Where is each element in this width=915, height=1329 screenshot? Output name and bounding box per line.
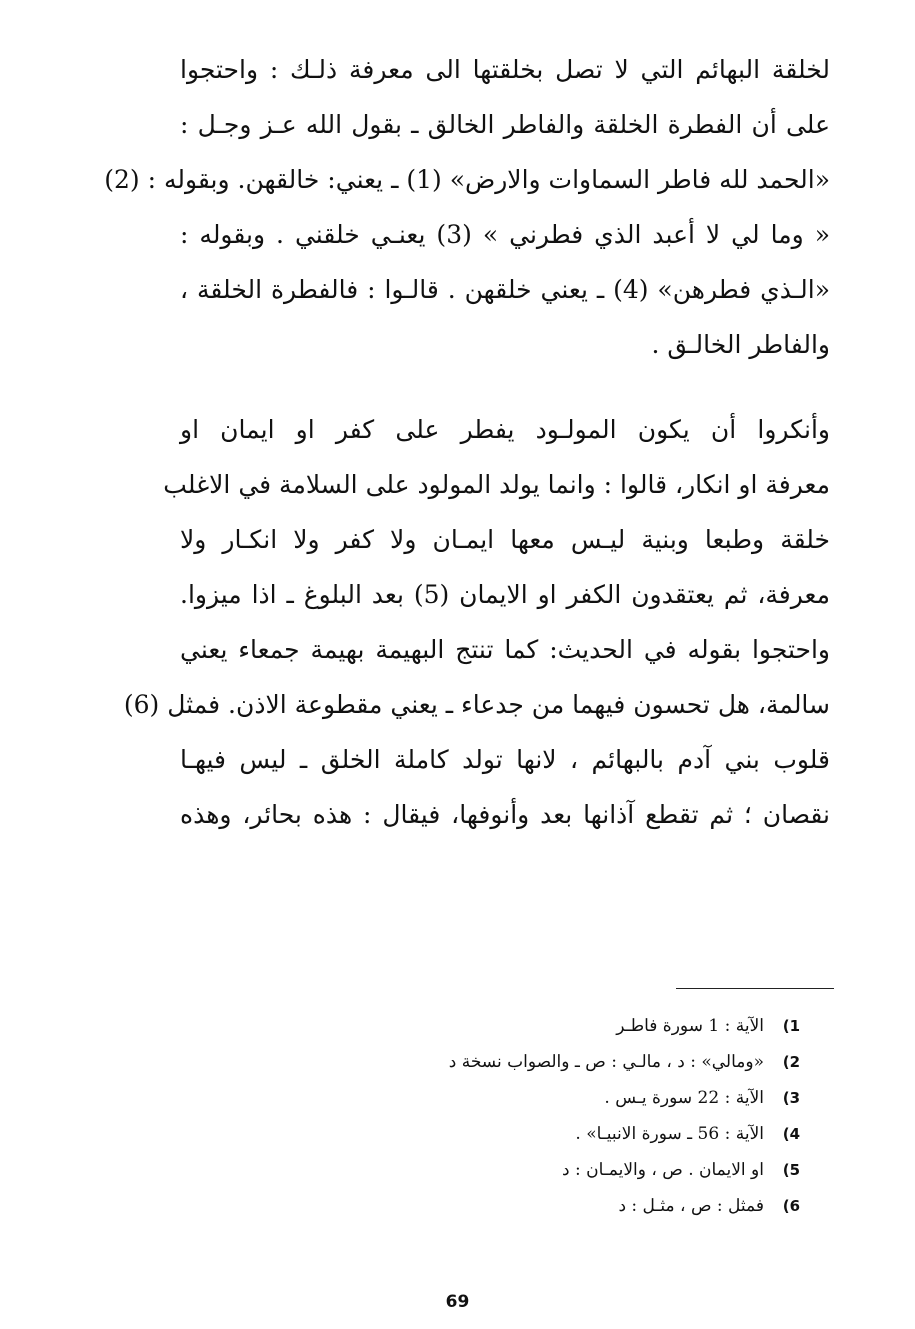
text-line: نقصان ؛ ثم تقطع آذانها بعد وأنوفها، فيقال : هذه بحائر، وهذه xyxy=(180,800,830,829)
footnote-text: او الايمان . ص ، والايمـان : د xyxy=(562,1160,764,1180)
footnote-item xyxy=(300,1152,800,1188)
text-line: لخلقة البهائم التي لا تصل بخلقتها الى معرفة ذلـك : واحتجوا xyxy=(180,55,830,84)
footnote-number: 2) xyxy=(782,1053,800,1071)
footnote-number: 4) xyxy=(782,1125,800,1143)
footnote-separator xyxy=(676,988,834,989)
footnote-item xyxy=(300,1116,800,1152)
footnote-item xyxy=(300,1080,800,1116)
footnote-number: 1) xyxy=(782,1017,800,1035)
footnotes-list xyxy=(300,1008,800,1224)
text-line: قلوب بني آدم بالبهائم ، لانها تولد كاملة الخلق ـ ليس فيهـا xyxy=(180,745,830,774)
text-line: واحتجوا بقوله في الحديث: كما تنتج البهيمة بهيمة جمعاء يعني xyxy=(180,635,830,664)
text-line: معرفة او انكار، قالوا : وانما يولد المولود على السلامة في الاغلب xyxy=(163,470,830,499)
text-line: والفاطر الخالـق . xyxy=(651,330,830,359)
footnote-text: فمثل : ص ، مثـل : د xyxy=(618,1196,764,1216)
text-line: « وما لي لا أعبد الذي فطرني » (3) يعنـي خلقني . وبقوله : xyxy=(180,220,831,249)
footnote-number: 5) xyxy=(782,1161,800,1179)
page-number: 69 xyxy=(445,1292,470,1312)
text-line: وأنكروا أن يكون المولـود يفطر على كفر او ايمان او xyxy=(180,415,830,444)
text-line: خلقة وطبعا وبنية ليـس معها ايمـان ولا كفر ولا انكـار ولا xyxy=(180,525,830,554)
text-line: «الـذي فطرهن» (4) ـ يعني خلقهن . قالـوا : فالفطرة الخلقة ، xyxy=(180,275,830,304)
text-line: معرفة، ثم يعتقدون الكفر او الايمان (5) بعد البلوغ ـ اذا ميزوا. xyxy=(180,580,830,609)
paragraph-2 xyxy=(123,402,830,842)
text-line: سالمة، هل تحسون فيهما من جدعاء ـ يعني مقطوعة الاذن. فمثل (6) xyxy=(123,690,830,719)
text-line: على أن الفطرة الخلقة والفاطر الخالق ـ بقول الله عـز وجـل : xyxy=(180,110,830,139)
paragraph-1 xyxy=(104,42,831,372)
footnote-number: 6) xyxy=(782,1197,800,1215)
footnote-text: الآية : 1 سورة فاطـر xyxy=(616,1016,764,1036)
text-line: «الحمد لله فاطر السماوات والارض» (1) ـ يعني: خالقهن. وبقوله : (2) xyxy=(104,165,830,194)
footnote-number: 3) xyxy=(782,1089,800,1107)
footnote-item xyxy=(300,1044,800,1080)
footnote-text: الآية : 22 سورة يـس . xyxy=(604,1088,764,1108)
footnote-item xyxy=(300,1008,800,1044)
footnote-text: «ومالي» : د ، مالـي : ص ـ والصواب نسخة د xyxy=(448,1052,764,1072)
footnote-item xyxy=(300,1188,800,1224)
footnote-text: الآية : 56 ـ سورة الانبيـا» . xyxy=(575,1124,764,1144)
